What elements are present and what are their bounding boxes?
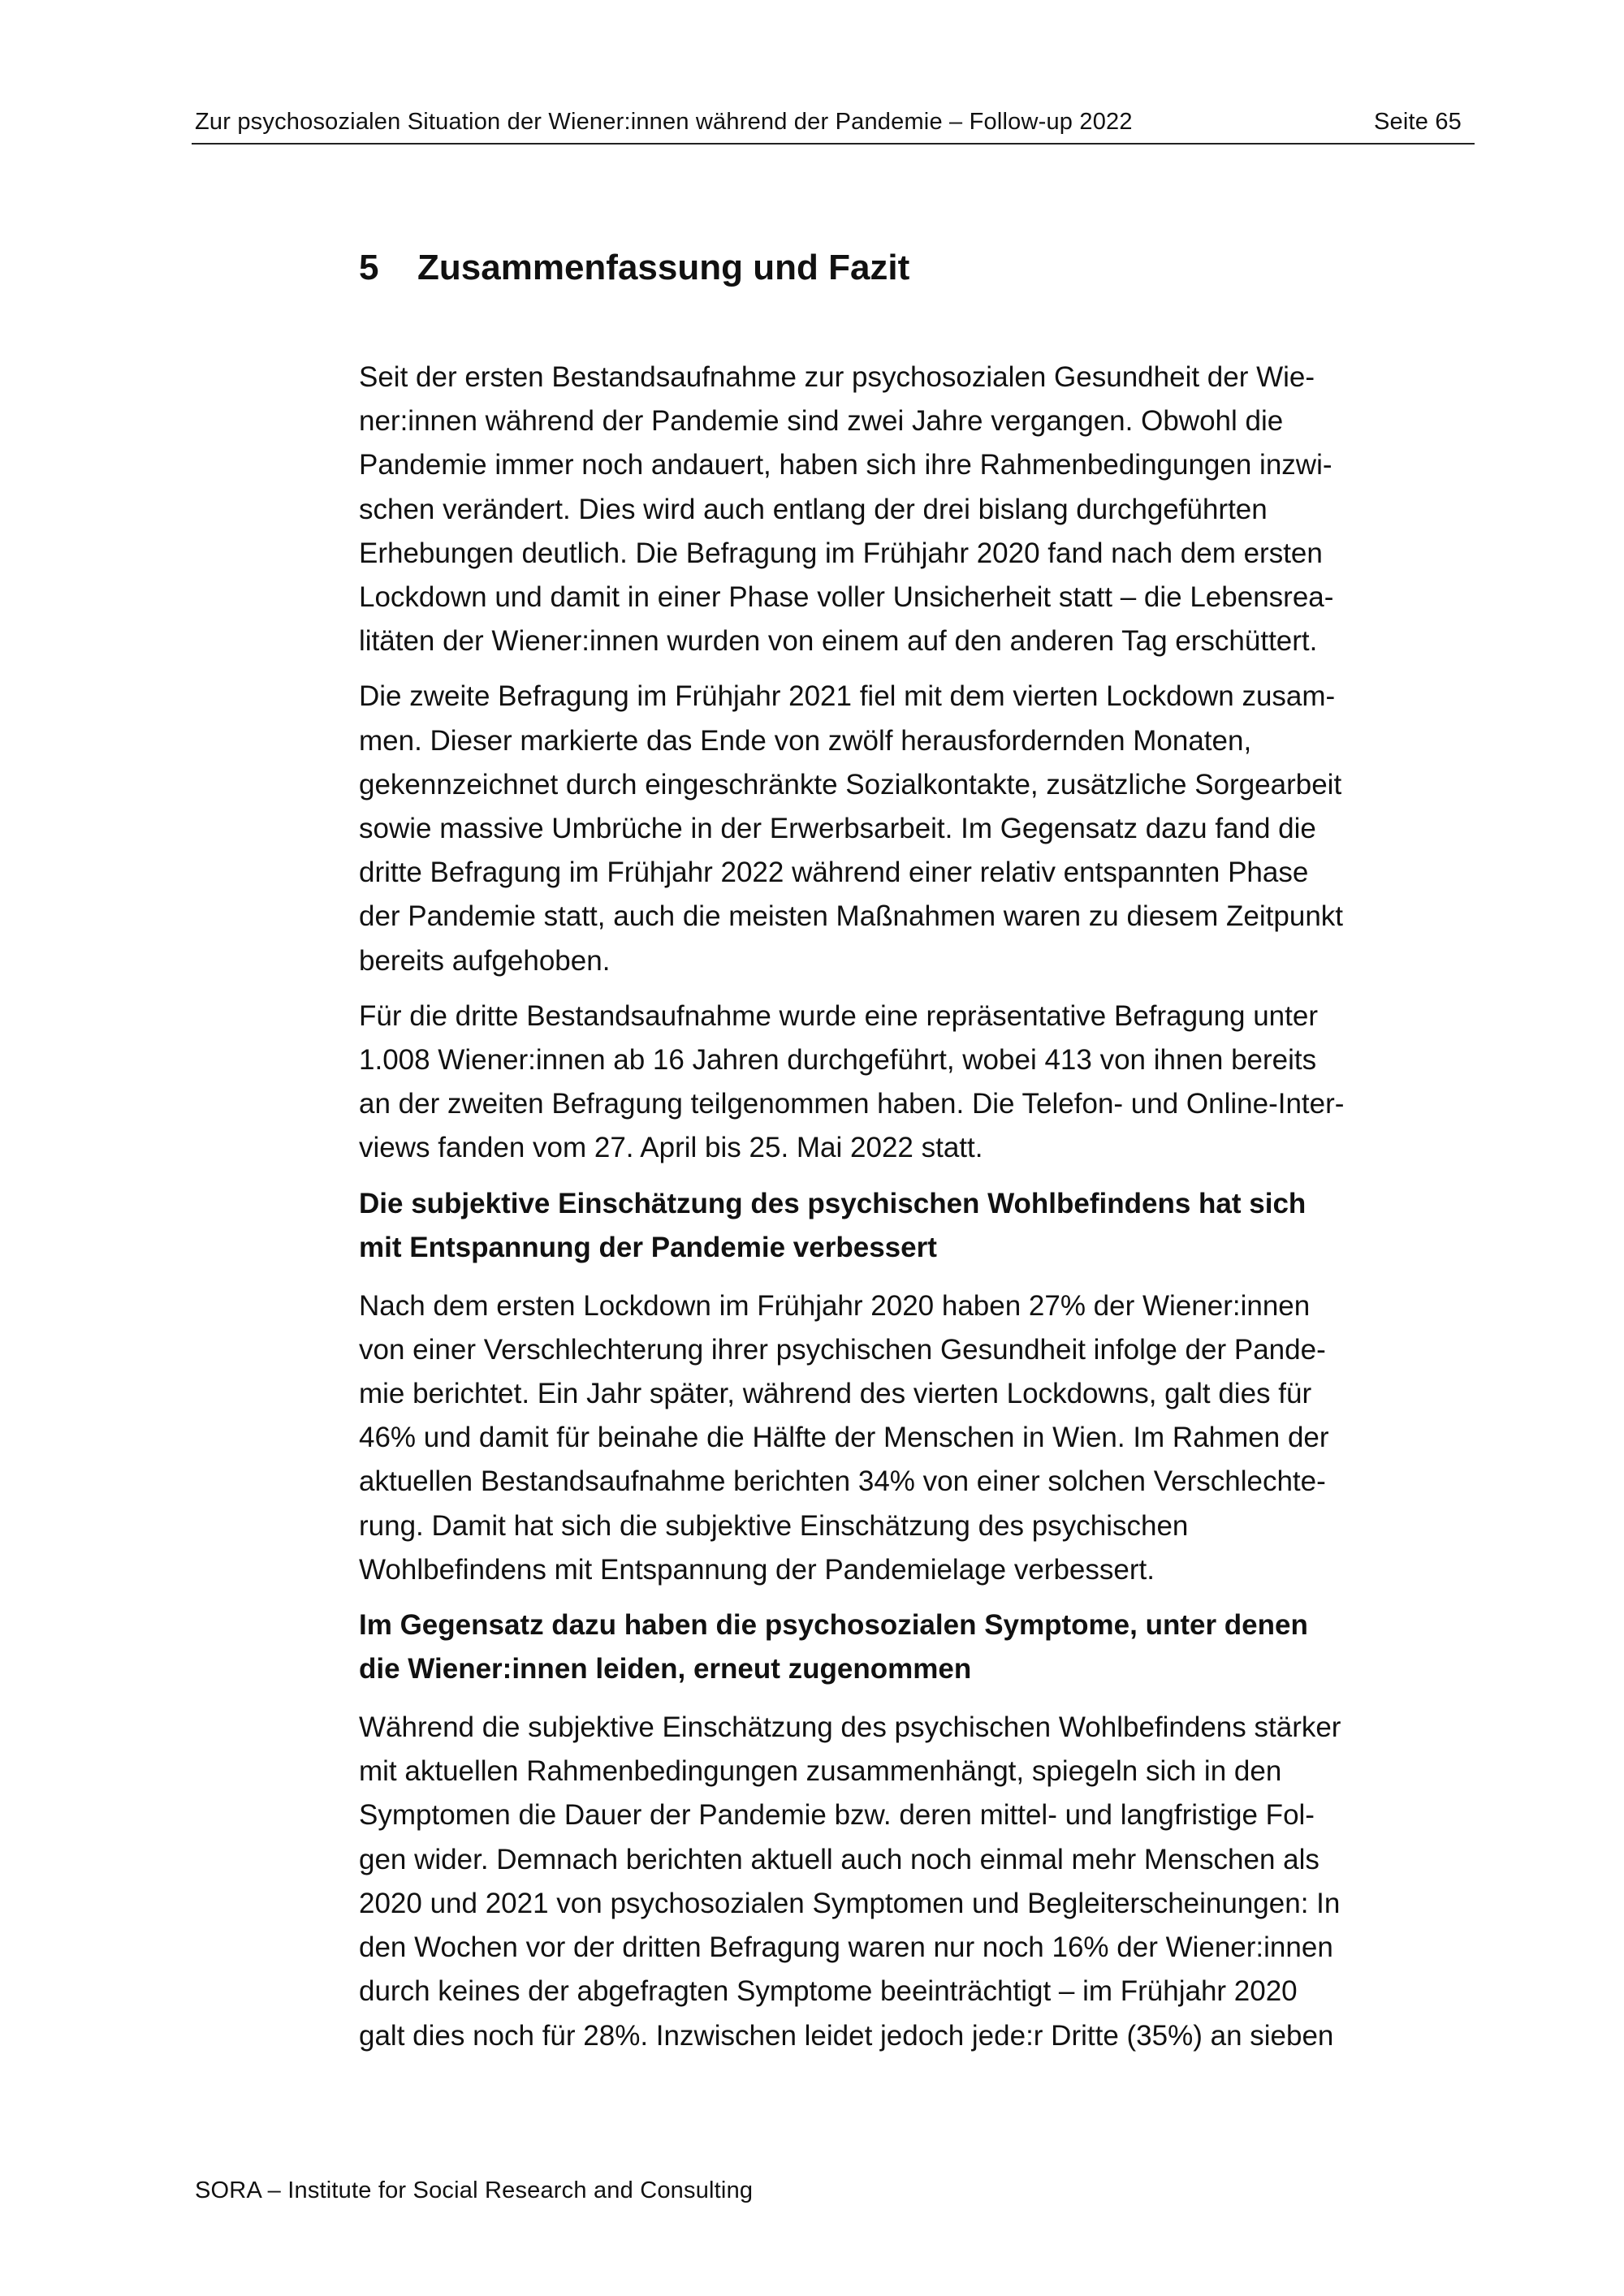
chapter-title: Zusammenfassung und Fazit xyxy=(417,248,910,287)
main-content xyxy=(359,235,1471,2069)
paragraph-2: Die zweite Befragung im Frühjahr 2021 fiel mit dem vierten Lockdown zusam- men. Dieser markierte das Ende von zwölf herausfordernden Monaten, gekennzeichnet durch eingeschränkte Sozialkontakte, zusätzliche Sorgearbeit sowie massive Umbrüche in der Erwerbsarbeit. Im Gegensatz dazu fand die dritte Befragung im Frühjahr 2022 während einer relativ entspannten Phase der Pandemie statt, auch die meisten Maßnahmen waren zu diesem Zeitpunkt bereits aufgehoben. xyxy=(359,680,1344,977)
subheading-wellbeing: Die subjektive Einschätzung des psychischen Wohlbefindens hat sich mit Entspannung der Pandemie verbessert xyxy=(359,1187,1307,1263)
page-footer: SORA – Institute for Social Research and Consulting xyxy=(195,2177,754,2203)
page-header xyxy=(192,101,1475,145)
paragraph-5: Während die subjektive Einschätzung des psychischen Wohlbefindens stärker mit aktuellen Rahmenbedingungen zusammenhängt, spiegeln sich in den Symptomen die Dauer der Pandemie bzw. deren mittel- und langfristige Fol- gen wider. Demnach berichten aktuell auch noch einmal mehr Menschen als 2020 und 2021 von psychosozialen Symptomen und Begleiterscheinungen: In den Wochen vor der dritten Befragung waren nur noch 16% der Wiener:innen durch keines der abgefragten Symptome beeinträchtigt – im Frühjahr 2020 galt dies noch für 28%. Inzwischen leidet jedoch jede:r Dritte (35%) an sieben xyxy=(359,1711,1341,2052)
header-title: Zur psychosozialen Situation der Wiener:innen während der Pandemie – Follow-up 2022 xyxy=(195,109,1133,135)
paragraph-1: Seit der ersten Bestandsaufnahme zur psychosozialen Gesundheit der Wie- ner:innen während der Pandemie sind zwei Jahre vergangen. Obwohl die Pandemie immer noch andauert, haben sich ihre Rahmenbedingungen inzwi- schen verändert. Dies wird auch entlang der drei bislang durchgeführten Erhebungen deutlich. Die Befragung im Frühjahr 2020 fand nach dem ersten Lockdown und damit in einer Phase voller Unsicherheit statt – die Lebensrea- litäten der Wiener:innen wurden von einem auf den anderen Tag erschüttert. xyxy=(359,361,1334,658)
paragraph-4: Nach dem ersten Lockdown im Frühjahr 2020 haben 27% der Wiener:innen von einer Verschlechterung ihrer psychischen Gesundheit infolge der Pande- mie berichtet. Ein Jahr später, während des vierten Lockdowns, galt dies für 46% und damit für beinahe die Hälfte der Menschen in Wien. Im Rahmen der aktuellen Bestandsaufnahme berichten 34% von einer solchen Verschlechte- rung. Damit hat sich die subjektive Einschätzung des psychischen Wohlbefindens mit Entspannung der Pandemielage verbessert. xyxy=(359,1289,1329,1586)
page-number: Seite 65 xyxy=(1373,109,1462,135)
subheading-symptoms: Im Gegensatz dazu haben die psychosozialen Symptome, unter denen die Wiener:innen leiden, erneut zugenommen xyxy=(359,1609,1308,1685)
paragraph-3: Für die dritte Bestandsaufnahme wurde eine repräsentative Befragung unter 1.008 Wiener:innen ab 16 Jahren durchgeführt, wobei 413 von ihnen bereits an der zweiten Befragung teilgenommen haben. Die Telefon- und Online-Inter- views fanden vom 27. April bis 25. Mai 2022 statt. xyxy=(359,999,1345,1164)
chapter-number: 5 xyxy=(359,248,379,287)
chapter-heading xyxy=(359,235,1471,300)
